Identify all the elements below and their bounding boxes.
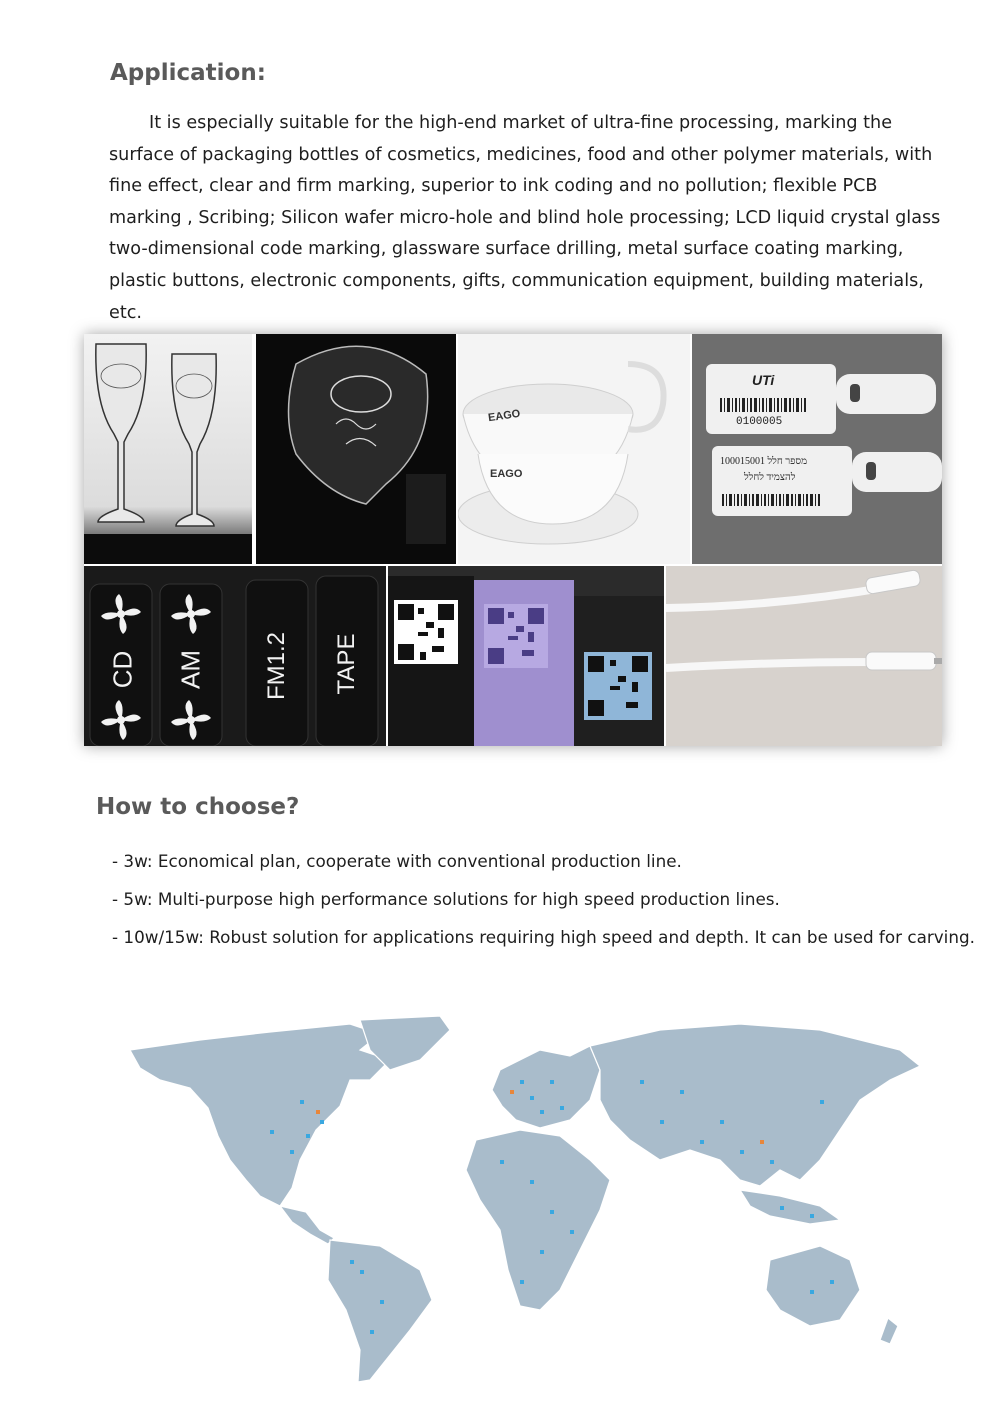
map-marker bbox=[350, 1260, 354, 1264]
map-marker bbox=[370, 1330, 374, 1334]
map-marker bbox=[510, 1090, 514, 1094]
photo-qr-wristbands bbox=[388, 566, 664, 746]
new-zealand bbox=[880, 1318, 898, 1344]
north-america bbox=[130, 1024, 390, 1206]
map-marker bbox=[760, 1140, 764, 1144]
map-marker bbox=[740, 1150, 744, 1154]
tag-number-1: 0100005 bbox=[736, 416, 783, 428]
photo-security-tags bbox=[692, 334, 942, 564]
central-america bbox=[280, 1206, 334, 1244]
south-america bbox=[328, 1240, 432, 1382]
button-label-tape: TAPE bbox=[333, 633, 360, 695]
map-marker bbox=[500, 1160, 504, 1164]
map-marker bbox=[300, 1100, 304, 1104]
map-marker bbox=[640, 1080, 644, 1084]
map-marker bbox=[550, 1080, 554, 1084]
map-marker bbox=[560, 1106, 564, 1110]
button-label-am: AM bbox=[175, 650, 206, 689]
map-marker bbox=[540, 1250, 544, 1254]
africa bbox=[466, 1130, 610, 1310]
power-option-3w: - 3w: Economical plan, cooperate with conventional production line. bbox=[112, 851, 682, 871]
photo-radio-buttons bbox=[84, 566, 386, 746]
australia bbox=[766, 1246, 860, 1326]
cup-brand-label-1: EAGO bbox=[487, 407, 522, 425]
map-marker bbox=[680, 1090, 684, 1094]
map-marker bbox=[520, 1080, 524, 1084]
photo-earphone-cables bbox=[666, 566, 942, 746]
tag-number-2: 100015001 מספר חלל bbox=[720, 456, 808, 467]
europe bbox=[492, 1046, 600, 1128]
world-map bbox=[120, 1010, 940, 1390]
photo-champagne-glasses bbox=[84, 334, 252, 564]
cup-brand-label-2: EAGO bbox=[490, 468, 523, 480]
application-heading: Application: bbox=[110, 60, 266, 86]
asia bbox=[590, 1024, 920, 1186]
map-marker bbox=[720, 1120, 724, 1124]
map-marker bbox=[316, 1110, 320, 1114]
map-marker bbox=[770, 1160, 774, 1164]
map-marker bbox=[700, 1140, 704, 1144]
application-paragraph-text: It is especially suitable for the high-end market of ultra-fine processing, marking the surface of packaging bottles of cosmetics, medicines, food and other polymer materials, with fine effect, clear and firm marking, superior to ink coding and no pollution; flexible PCB marking , Scribing; Silicon wafer micro-hole and blind hole processing; LCD liquid crystal glass two-dimensional code marking, glassware surface drilling, metal surface coating marking, plastic buttons, electronic components, gifts, communication equipment, building materials, etc. bbox=[109, 113, 941, 323]
map-marker bbox=[810, 1290, 814, 1294]
button-label-cd: CD bbox=[107, 650, 138, 689]
map-marker bbox=[780, 1206, 784, 1210]
map-marker bbox=[290, 1150, 294, 1154]
map-marker bbox=[320, 1120, 324, 1124]
map-land bbox=[130, 1016, 920, 1382]
power-option-10w-15w: - 10w/15w: Robust solution for applications requiring high speed and depth. It can be used for carving. bbox=[112, 927, 975, 947]
tag-text-2: להצמיד לחלל bbox=[744, 472, 796, 483]
power-options-list bbox=[112, 842, 975, 956]
map-marker bbox=[530, 1180, 534, 1184]
map-marker bbox=[270, 1130, 274, 1134]
photo-engraved-wine-glass bbox=[256, 334, 456, 564]
application-paragraph bbox=[109, 108, 951, 329]
map-marker bbox=[540, 1110, 544, 1114]
tag-brand-label: UTi bbox=[752, 372, 775, 388]
map-marker bbox=[530, 1096, 534, 1100]
southeast-asia bbox=[740, 1190, 840, 1224]
power-option-5w: - 5w: Multi-purpose high performance solutions for high speed production lines. bbox=[112, 889, 780, 909]
map-marker bbox=[810, 1214, 814, 1218]
map-marker bbox=[306, 1134, 310, 1138]
map-marker bbox=[550, 1210, 554, 1214]
map-marker bbox=[380, 1300, 384, 1304]
application-photo-collage bbox=[84, 334, 942, 746]
map-marker bbox=[660, 1120, 664, 1124]
map-marker bbox=[570, 1230, 574, 1234]
how-to-choose-heading: How to choose? bbox=[96, 794, 300, 820]
map-marker bbox=[830, 1280, 834, 1284]
map-marker bbox=[520, 1280, 524, 1284]
button-label-fm: FM1.2 bbox=[263, 632, 290, 701]
map-marker bbox=[820, 1100, 824, 1104]
photo-coffee-cups bbox=[458, 334, 690, 564]
map-marker bbox=[360, 1270, 364, 1274]
